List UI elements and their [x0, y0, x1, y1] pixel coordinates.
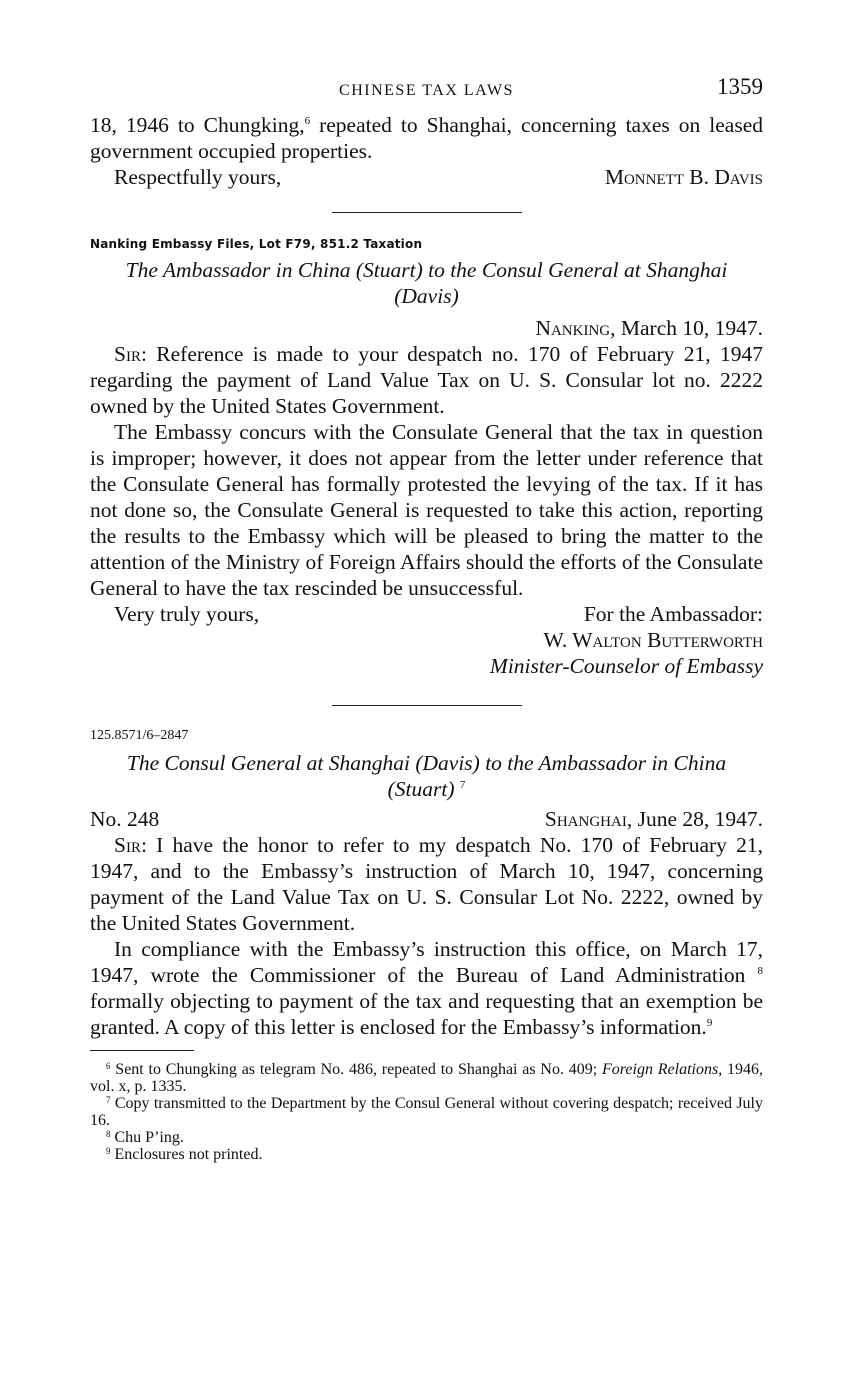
doc2-dateline: No. 248 Shanghai, June 28, 1947. — [90, 807, 763, 831]
doc2-para1: Sir: I have the honor to refer to my despatch No. 170 of February 21, 1947, and to the Embassy’s instruction of March 10, 1947, concerning payment of the Land Value Tax on U. S. Consular Lot No. 2222, owned by the United States Government. — [90, 833, 763, 935]
section-divider — [332, 705, 522, 706]
intro-paragraph: 18, 1946 to Chungking,$^6$ repeated to Shanghai, concerning taxes on leased government occupied properties. — [90, 113, 763, 163]
doc2-source: 125.8571/6–2847 — [90, 728, 189, 743]
doc1-signer-title: Minister-Counselor of Embassy — [489, 654, 763, 678]
doc1-para1: Sir: Reference is made to your despatch no. 170 of February 21, 1947 regarding the payment of Land Value Tax on U. S. Consular lot no. 2222 owned by the United States Government. — [90, 342, 763, 418]
footnote-ref-7[interactable]: 7 — [459, 779, 466, 791]
document-page — [90, 72, 763, 1163]
doc1-closing: Very truly yours, For the Ambassador: — [114, 602, 763, 626]
doc1-signer: W. Walton Butterworth — [543, 628, 763, 652]
doc1-dateline: Nanking, March 10, 1947. — [535, 316, 763, 340]
footnote-7: $^7$ Copy transmitted to the Department by the Consul General without covering despatch; received July 16. — [90, 1095, 764, 1129]
footnote-ref-8[interactable]: 8 — [757, 965, 763, 977]
despatch-number: No. 248 — [90, 807, 160, 831]
footnote-divider — [90, 1050, 194, 1051]
footnote-ref-6[interactable]: 6 — [304, 115, 311, 127]
footnote-8: $^8$ Chu P’ing. — [106, 1129, 184, 1146]
doc2-para2: In compliance with the Embassy’s instruction this office, on March 17, 1947, wrote the Commissioner of the Bureau of Land Administration $^8$ formally objecting to payment of the tax and requesting that an exemption be granted. A copy of this letter is enclosed for the Embassy’s information.$^9$ — [90, 937, 763, 1039]
running-title: CHINESE TAX LAWS — [339, 82, 514, 99]
footnote-9: $^9$ Enclosures not printed. — [106, 1146, 263, 1163]
doc2-title: The Consul General at Shanghai (Davis) to the Ambassador in China (Stuart) $^7$ — [126, 751, 727, 801]
doc1-title: The Ambassador in China (Stuart) to the Consul General at Shanghai (Davis) — [125, 258, 728, 308]
doc1-para2: The Embassy concurs with the Consulate General that the tax in question is improper; however, it does not appear from the letter under reference that the Consulate General has formally protested the levying of the tax. If it has not done so, the Consulate General is requested to take this action, reporting the results to the Embassy which will be pleased to bring the matter to the attention of the Ministry of Foreign Affairs should the efforts of the Consulate General to have the tax rescinded be unsuccessful. — [90, 420, 763, 600]
intro-closing: Respectfully yours, Monnett B. Davis — [114, 165, 763, 189]
page-number: 1359 — [717, 74, 763, 99]
section-divider — [332, 212, 522, 213]
doc1-source: Nanking Embassy Files, Lot F79, 851.2 Taxation — [90, 237, 423, 251]
footnotes — [90, 1061, 763, 1163]
footnote-6: $^6$ Sent to Chungking as telegram No. 486, repeated to Shanghai as No. 409; Foreign Relations, 1946, vol. x, p. 1335. — [90, 1061, 763, 1095]
signer: Monnett B. Davis — [604, 165, 763, 189]
page-header — [90, 72, 763, 112]
footnote-ref-9[interactable]: 9 — [706, 1017, 713, 1029]
